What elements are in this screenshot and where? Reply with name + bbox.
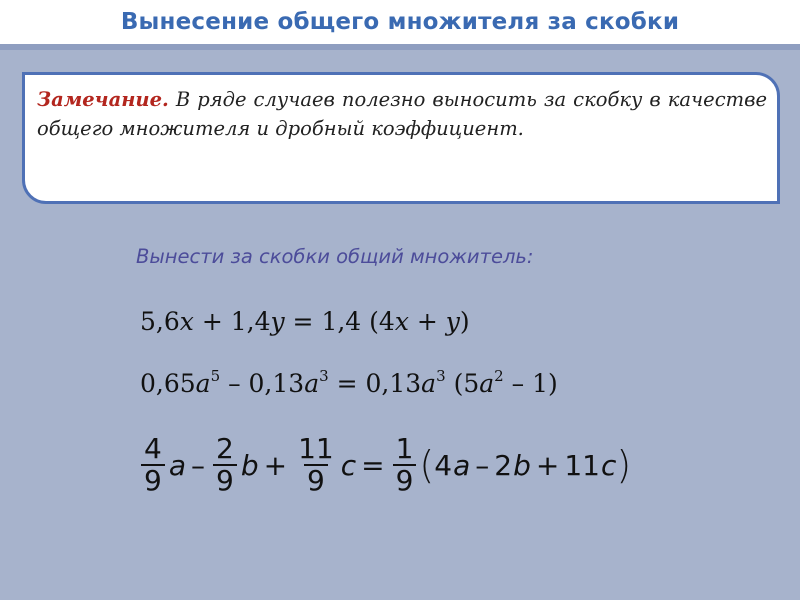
equation-3: $\frac{4}{9}$ a – $\frac{2}{9}$ b + $\frac{11}{9}$ c = $\frac{1}{9}$ ( 4 a – 2 b + 11 c ) xyxy=(138,430,631,500)
fraction-2-9: $\frac{2}{9}$ xyxy=(213,434,237,496)
fraction-1-9: $\frac{1}{9}$ xyxy=(393,434,417,496)
equation-1: 5,6x + 1,4y = 1,4 (4x + y) xyxy=(140,307,470,336)
note-label: Замечание. xyxy=(37,88,169,111)
note-box xyxy=(22,72,780,204)
fraction-4-9: $\frac{4}{9}$ xyxy=(141,434,165,496)
title-divider xyxy=(0,44,800,50)
title-bar xyxy=(0,0,800,44)
page-title: Вынесение общего множителя за скобки xyxy=(120,9,680,35)
equation-2: $0,65a^5 - 0,13a^3 = 0,13a^3$ $(5a^2 - 1)$ xyxy=(140,367,558,398)
fraction-11-9: $\frac{11}{9}$ xyxy=(298,432,334,497)
task-text: Вынести за скобки общий множитель: xyxy=(136,245,534,268)
note-text: В ряде случаев полезно выносить за скобку в качестве общего множителя и дробный коэффициент. xyxy=(37,88,767,140)
